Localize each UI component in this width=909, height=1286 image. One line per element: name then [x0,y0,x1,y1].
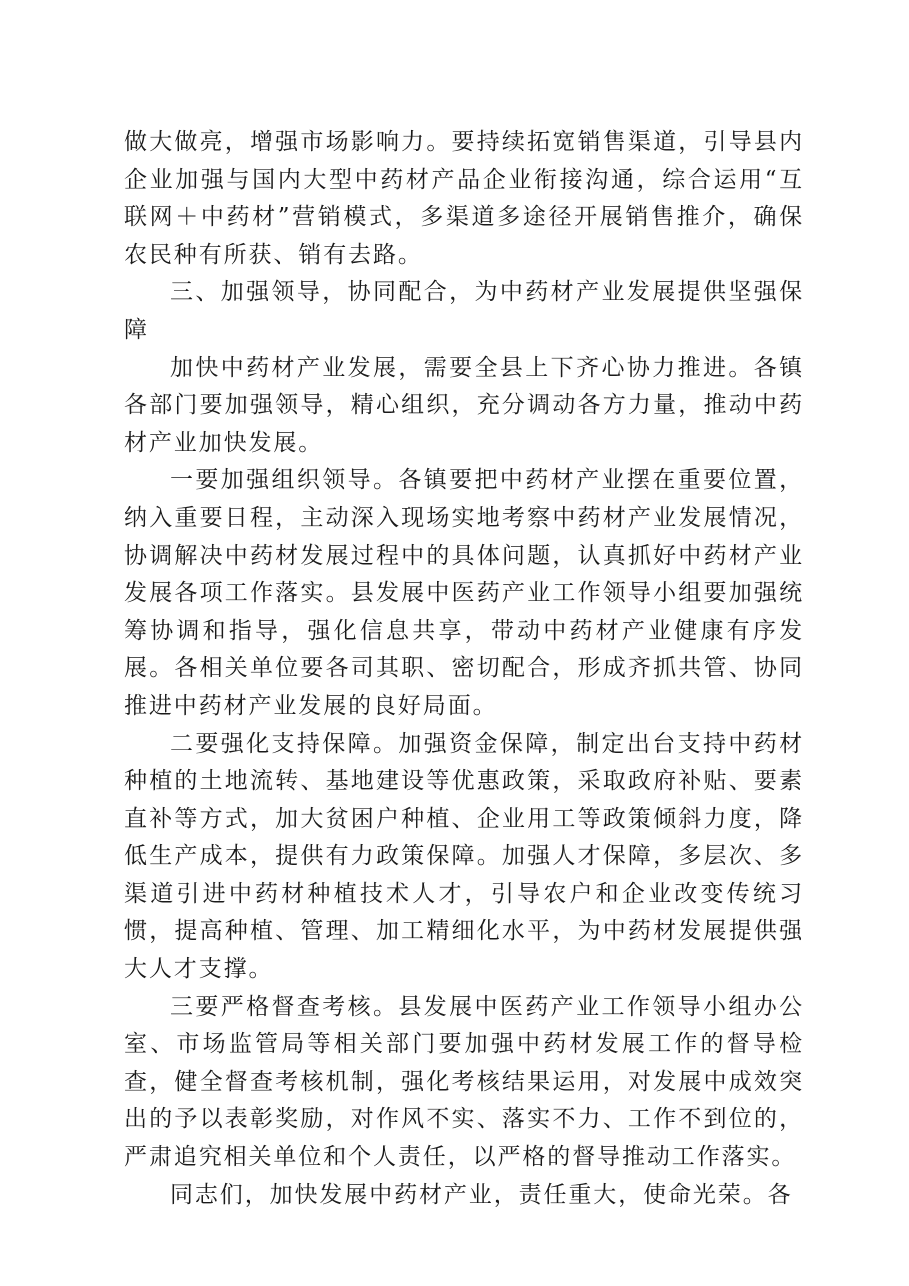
section-heading: 三、加强领导，协同配合，为中药材产业发展提供坚强保障 [124,279,804,343]
paragraph-intro: 加快中药材产业发展，需要全县上下齐心协力推进。各镇各部门要加强领导，精心组织，充分调动各方力量，推动中药材产业加快发展。 [124,354,804,456]
paragraph-support-guarantee: 二要强化支持保障。加强资金保障，制定出台支持中药材种植的土地流转、基地建设等优惠政策，采取政府补贴、要素直补等方式，加大贫困户种植、企业用工等政策倾斜力度，降低生产成本，提供有力政策保障。加强人才保障，多层次、多渠道引进中药材种植技术人才，引导农户和企业改变传统习惯，提高种植、管理、加工精细化水平，为中药材发展提供强大人才支撑。 [124,730,804,983]
paragraph-continuation: 做大做亮，增强市场影响力。要持续拓宽销售渠道，引导县内企业加强与国内大型中药材产品企业衔接沟通，综合运用“互联网＋中药材”营销模式，多渠道多途径开展销售推介，确保农民种有所获、销有去路。 [124,129,804,268]
document-body [124,124,804,1214]
paragraph-supervision-assessment: 三要严格督查考核。县发展中医药产业工作领导小组办公室、市场监管局等相关部门要加强中药材发展工作的督导检查，健全督查考核机制，强化考核结果运用，对发展中成效突出的予以表彰奖励，对作风不实、落实不力、工作不到位的，严肃追究相关单位和个人责任，以严格的督导推动工作落实。 [124,993,804,1171]
paragraph-closing: 同志们，加快发展中药材产业，责任重大，使命光荣。各 [170,1181,793,1208]
paragraph-organization-leadership: 一要加强组织领导。各镇要把中药材产业摆在重要位置，纳入重要日程，主动深入现场实地考察中药材产业发展情况，协调解决中药材发展过程中的具体问题，认真抓好中药材产业发展各项工作落实。县发展中医药产业工作领导小组要加强统筹协调和指导，强化信息共享，带动中药材产业健康有序发展。各相关单位要各司其职、密切配合，形成齐抓共管、协同推进中药材产业发展的良好局面。 [124,467,804,719]
